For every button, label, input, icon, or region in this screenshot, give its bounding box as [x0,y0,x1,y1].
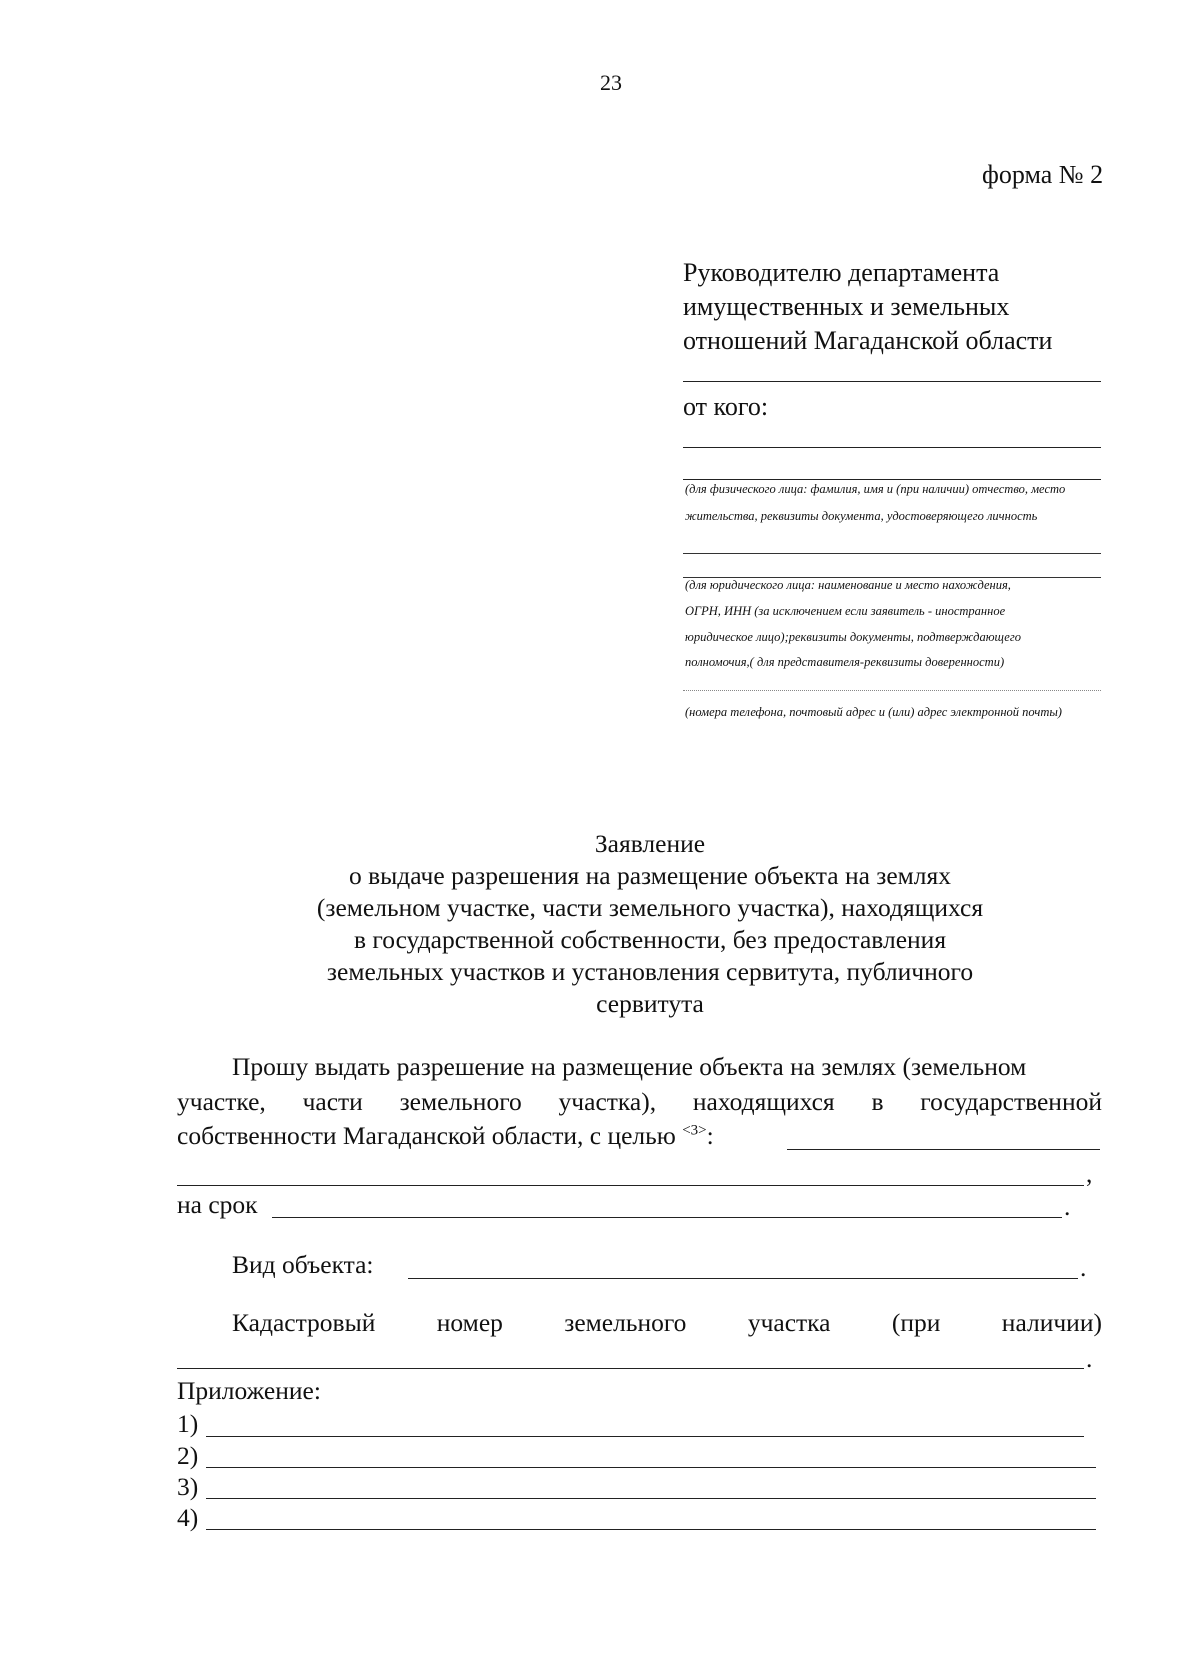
term-label: на срок [177,1190,258,1219]
request-text: собственности Магаданской области, с целью [177,1121,683,1150]
title-line: Заявление [594,829,706,858]
from-label: от кого: [683,392,769,421]
cadastral-word: номер [436,1308,503,1337]
cadastral-blank-line[interactable] [177,1368,1084,1369]
object-type-period: . [1080,1253,1087,1282]
request-word: в [871,1087,884,1116]
addressee-line: Руководителю департамента [683,258,1000,287]
applicant-blank-line-1[interactable] [683,447,1101,448]
object-type-label: Вид объекта: [232,1250,374,1279]
addressee-blank-line[interactable] [683,381,1101,382]
request-word: государственной [920,1087,1102,1116]
attachment-blank-line-1[interactable] [206,1436,1084,1437]
title-line: (земельном участке, части земельного участка), находящихся [316,893,984,922]
application-title [180,828,1120,1020]
cadastral-period: . [1086,1344,1093,1373]
attachment-blank-line-2[interactable] [206,1467,1096,1468]
addressee-line: имущественных и земельных [683,292,1010,321]
legal-note-line: ОГРН, ИНН (за исключением если заявитель - иностранное [685,604,1006,618]
individual-note-line: (для физического лица: фамилия, имя и (при наличии) отчество, место [685,482,1066,496]
cadastral-word: земельного [564,1308,687,1337]
individual-note-line: жительства, реквизиты документа, удостоверяющего личность [685,509,1038,523]
purpose-blank-line-2[interactable] [177,1185,1084,1186]
legal-note-line: юридическое лицо);реквизиты документы, подтверждающего [685,630,1021,644]
cadastral-word: Кадастровый [232,1308,376,1337]
attachments-label: Приложение: [177,1376,321,1405]
request-line-3 [177,1121,714,1151]
purpose-comma: , [1086,1159,1093,1188]
cadastral-word: наличии) [1001,1308,1102,1337]
attachment-number: 3) [177,1472,199,1501]
request-line-2 [177,1087,1102,1117]
legal-note-line: полномочия,( для представителя-реквизиты доверенности) [685,655,1005,669]
object-type-blank-line[interactable] [408,1278,1078,1279]
request-word: находящихся [692,1087,835,1116]
contacts-note: (номера телефона, почтовый адрес и (или) адрес электронной почты) [685,705,1062,719]
title-line: сервитута [596,989,704,1018]
cadastral-word: участка [747,1308,831,1337]
attachment-number: 2) [177,1441,199,1470]
addressee-block [683,256,1052,358]
request-line-1 [232,1052,1102,1082]
applicant-blank-line-2[interactable] [683,479,1101,480]
request-word: земельного [399,1087,522,1116]
colon: : [706,1121,714,1150]
term-blank-line[interactable] [272,1217,1062,1218]
attachment-blank-line-4[interactable] [206,1529,1096,1530]
cadastral-word: (при [891,1308,941,1337]
legal-entity-blank-line-1[interactable] [683,553,1101,554]
attachment-number: 1) [177,1409,199,1438]
legal-note-line: (для юридического лица: наименование и место нахождения, [685,578,1011,592]
term-period: . [1064,1192,1071,1221]
contacts-blank-line[interactable] [683,690,1101,691]
purpose-blank-line-1[interactable] [787,1149,1100,1150]
addressee-line: отношений Магаданской области [683,326,1053,355]
request-word: участка), [558,1087,657,1116]
request-text: Прошу выдать разрешение на размещение объекта на землях (земельном [232,1052,1027,1081]
page-number: 23 [600,70,622,95]
title-line: земельных участков и установления сервитута, публичного [326,957,974,986]
request-word: участке, [177,1087,266,1116]
title-line: о выдаче разрешения на размещение объекта на землях [348,861,952,890]
attachment-blank-line-3[interactable] [206,1498,1096,1499]
request-word: части [302,1087,363,1116]
cadastral-line [232,1308,1102,1338]
attachment-number: 4) [177,1503,199,1532]
title-line: в государственной собственности, без предоставления [353,925,947,954]
footnote-marker: <3> [682,1122,707,1139]
form-label: форма № 2 [982,160,1104,189]
